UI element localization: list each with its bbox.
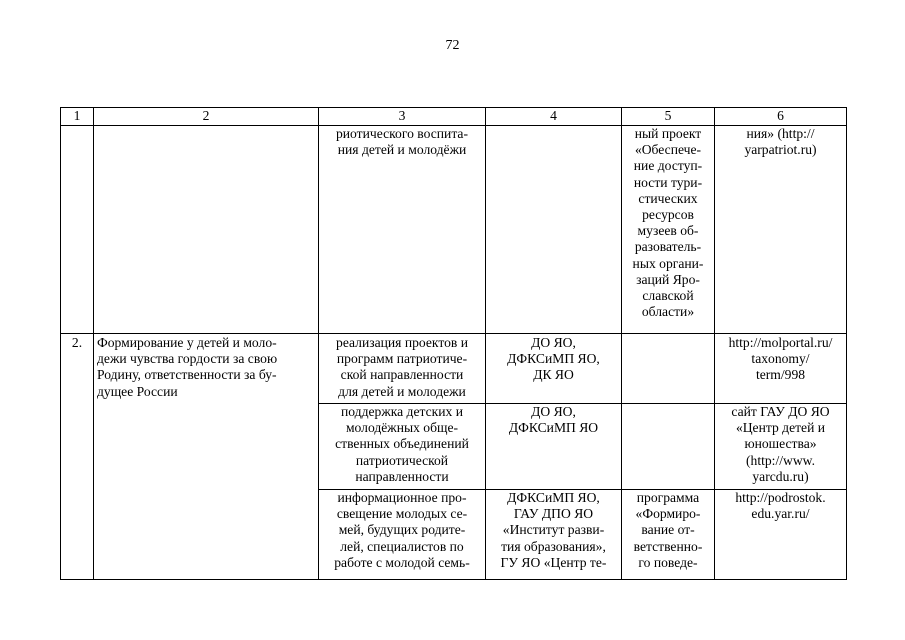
sub2-document-cell bbox=[622, 404, 715, 490]
sub2-activity-cell: поддержка детских и молодёжных обще- ственных объединений патриотической направленности bbox=[319, 404, 486, 490]
header-col-5: 5 bbox=[622, 108, 715, 126]
program-table bbox=[60, 107, 847, 580]
cont-executor-cell bbox=[486, 126, 622, 334]
sub1-source-cell: http://molportal.ru/ taxonomy/ term/998 bbox=[715, 334, 847, 404]
cont-num-cell bbox=[61, 126, 94, 334]
sub3-activity-cell: информационное про- свещение молодых се- мей, будущих родите- лей, специалистов по работе с молодой семь- bbox=[319, 490, 486, 580]
header-col-1: 1 bbox=[61, 108, 94, 126]
table-row-continuation bbox=[61, 126, 847, 334]
cont-activity-cell: риотического воспита- ния детей и молодёжи bbox=[319, 126, 486, 334]
sub3-executor-cell: ДФКСиМП ЯО, ГАУ ДПО ЯО «Институт разви- тия образования», ГУ ЯО «Центр те- bbox=[486, 490, 622, 580]
sub1-document-cell bbox=[622, 334, 715, 404]
sub3-source-cell: http://podrostok. edu.yar.ru/ bbox=[715, 490, 847, 580]
header-col-4: 4 bbox=[486, 108, 622, 126]
sub1-activity-cell: реализация проектов и программ патриотиче- ской направленности для детей и молодежи bbox=[319, 334, 486, 404]
header-col-6: 6 bbox=[715, 108, 847, 126]
sub2-executor-cell: ДО ЯО, ДФКСиМП ЯО bbox=[486, 404, 622, 490]
sub2-source-cell: сайт ГАУ ДО ЯО «Центр детей и юношества» (http://www. yarcdu.ru) bbox=[715, 404, 847, 490]
cont-document-cell: ный проект «Обеспече- ние доступ- ности тури- стических ресурсов музеев об- разователь- ных органи- заций Яро- славской области» bbox=[622, 126, 715, 334]
sub1-executor-cell: ДО ЯО, ДФКСиМП ЯО, ДК ЯО bbox=[486, 334, 622, 404]
cont-goal-cell bbox=[94, 126, 319, 334]
table-header-row bbox=[61, 108, 847, 126]
table-row-item-2 bbox=[61, 334, 847, 404]
page-number: 72 bbox=[445, 38, 460, 53]
header-col-2: 2 bbox=[94, 108, 319, 126]
item-goal-cell: Формирование у детей и моло- дежи чувства гордости за свою Родину, ответственности за бу- дущее России bbox=[94, 334, 319, 580]
header-col-3: 3 bbox=[319, 108, 486, 126]
item-number-cell: 2. bbox=[61, 334, 94, 580]
cont-source-cell: ния» (http:// yarpatriot.ru) bbox=[715, 126, 847, 334]
sub3-document-cell: программа «Формиро- вание от- ветственно- го поведе- bbox=[622, 490, 715, 580]
